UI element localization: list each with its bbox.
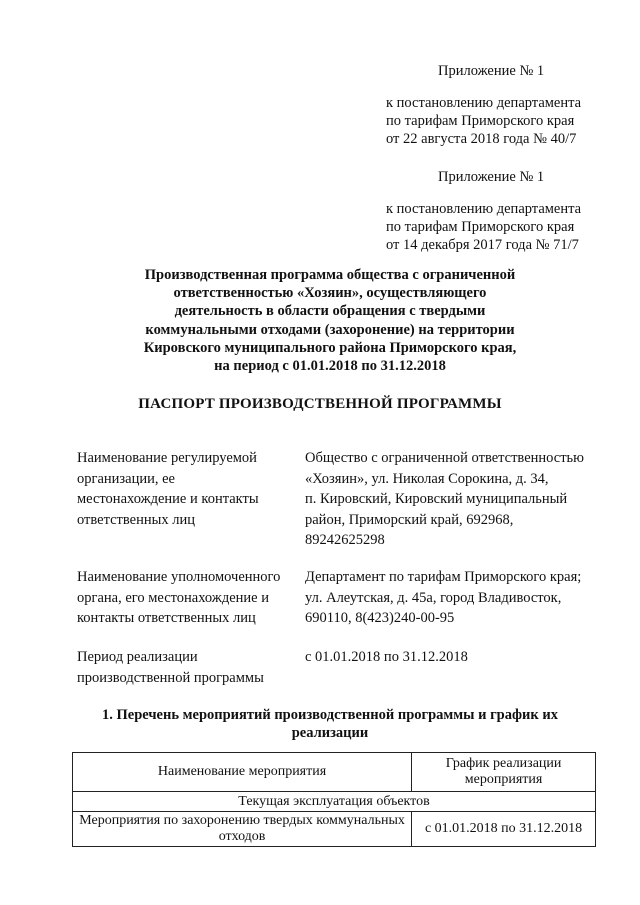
value-line: с 01.01.2018 по 31.12.2018 [305,649,468,665]
value-line: Департамент по тарифам Приморского края; [305,569,582,585]
program-title-line: на период с 01.01.2018 по 31.12.2018 [214,358,446,375]
events-table [72,752,596,847]
appendix-line: по тарифам Приморского края [386,219,575,235]
label-line: производственной программы [77,669,264,686]
passport-row-value [305,448,610,551]
table-group-row [73,792,596,812]
appendix-title: Приложение № 1 [438,63,545,79]
section-1-heading [60,706,600,742]
program-title-line: коммунальными отходами (захоронение) на территории [145,321,515,338]
header-schedule: График реализации мероприятия [412,753,596,792]
appendix-header-current [386,62,626,148]
passport-row-label [77,448,292,530]
label-line: Наименование регулируемой [77,450,257,466]
label-line: органа, его местонахождение и [77,589,269,606]
section-heading-line: реализации [291,725,369,741]
label-line: Наименование уполномоченного [77,569,281,585]
program-title-line: деятельность в области обращения с твердыми [174,303,486,320]
appendix-title: Приложение № 1 [438,169,545,185]
passport-row-value [305,647,610,668]
passport-row-label [77,647,292,688]
appendix-line: от 22 августа 2018 года № 40/7 [386,131,577,147]
program-title [80,266,580,375]
value-line: Общество с ограниченной ответственностью [305,450,584,466]
program-title-line: ответственностью «Хозяин», осуществляющего [173,285,487,302]
passport-row-value [305,567,610,629]
value-line: район, Приморский край, 692968, [305,511,514,528]
passport-row-label [77,567,292,629]
label-line: контакты ответственных лиц [77,610,256,626]
section-heading-line: 1. Перечень мероприятий производственной программы и график их [102,707,558,723]
label-line: ответственных лиц [77,511,195,528]
value-line: «Хозяин», ул. Николая Сорокина, д. 34, [305,470,549,487]
value-line: 89242625298 [305,532,385,548]
event-schedule-cell: с 01.01.2018 по 31.12.2018 [412,812,596,847]
program-title-line: Кировского муниципального района Приморского края, [143,339,517,356]
header-event-name: Наименование мероприятия [73,753,412,792]
event-name-cell: Мероприятия по захоронению твердых коммунальных отходов [73,812,412,847]
appendix-line: по тарифам Приморского края [386,113,575,129]
program-title-line: Производственная программа общества с ограниченной [144,267,516,283]
group-label: Текущая эксплуатация объектов [73,792,596,812]
value-line: п. Кировский, Кировский муниципальный [305,491,568,507]
value-line: ул. Алеутская, д. 45а, город Владивосток, [305,589,562,606]
label-line: организации, ее [77,470,175,487]
table-header-row [73,753,596,792]
label-line: Период реализации [77,649,198,665]
appendix-line: к постановлению департамента [386,201,582,217]
passport-heading: ПАСПОРТ ПРОИЗВОДСТВЕННОЙ ПРОГРАММЫ [138,396,502,412]
value-line: 690110, 8(423)240-00-95 [305,610,455,626]
appendix-line: от 14 декабря 2017 года № 71/7 [386,237,579,253]
table-row [73,812,596,847]
appendix-header-original [386,168,626,254]
label-line: местонахождение и контакты [77,491,259,507]
appendix-line: к постановлению департамента [386,95,582,111]
